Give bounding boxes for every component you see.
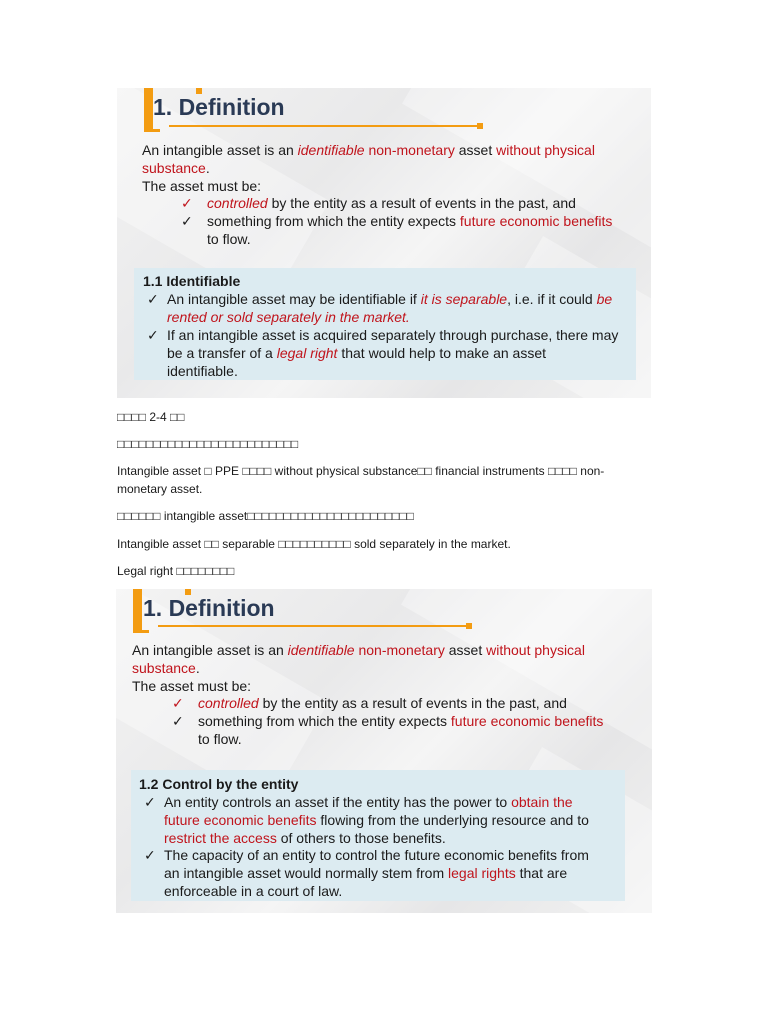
check-icon: ✓ <box>144 794 156 810</box>
title-bracket-foot <box>144 129 160 132</box>
title-underline-dot <box>477 123 483 129</box>
note-line-5: Intangible asset □□ separable □□□□□□□□□□ sold separately in the market. <box>117 537 511 551</box>
title-underline <box>169 125 479 127</box>
check-icon: ✓ <box>147 291 159 307</box>
definition-slide-identifiable <box>117 88 651 398</box>
check-icon: ✓ <box>172 713 184 729</box>
requirement-future-benefits: ✓ something from which the entity expects future economic benefits to flow. <box>181 213 613 247</box>
box-title: 1.2 Control by the entity <box>139 776 299 792</box>
note-paragraph-3: Intangible asset □ PPE □□□□ without physical substance□□ financial instruments □□□□ non- monetary asset. <box>117 464 605 496</box>
box-item-separable: ✓ An intangible asset may be identifiable if it is separable, i.e. if it could be rented or sold separately in the market. <box>147 291 613 325</box>
slide-title: 1. Definition <box>143 595 275 621</box>
requirement-controlled: ✓ controlled by the entity as a result of events in the past, and <box>181 195 576 211</box>
check-icon: ✓ <box>144 847 156 863</box>
box-item-legal-rights: ✓ The capacity of an entity to control the future economic benefits from an intangible asset would normally stem from legal rights that are enforceable in a court of law. <box>144 847 589 899</box>
title-underline <box>158 625 468 627</box>
check-icon: ✓ <box>181 195 193 211</box>
requirement-controlled: ✓ controlled by the entity as a result of events in the past, and <box>172 695 567 711</box>
requirement-future-benefits: ✓ something from which the entity expects future economic benefits to flow. <box>172 713 604 747</box>
check-icon: ✓ <box>181 213 193 229</box>
box-item-power: ✓ An entity controls an asset if the entity has the power to obtain the future economic benefits flowing from the underlying resource and to restrict the access of others to those benefits. <box>144 794 589 846</box>
note-line-6: Legal right □□□□□□□□ <box>117 564 235 578</box>
note-line-4: □□□□□□ intangible asset□□□□□□□□□□□□□□□□□□□□□□□ <box>117 509 414 523</box>
definition-text: An intangible asset is an identifiable non-monetary asset without physical substance. The asset must be: <box>142 142 595 194</box>
note-line-1: □□□□ 2-4 □□ <box>117 410 185 424</box>
title-bracket <box>133 589 142 633</box>
note-line-2: □□□□□□□□□□□□□□□□□□□□□□□□□ <box>117 437 299 451</box>
control-box <box>131 770 625 901</box>
title-bracket <box>144 88 153 132</box>
identifiable-box <box>134 268 636 380</box>
title-bracket-foot <box>133 630 149 633</box>
box-item-legal-right: ✓ If an intangible asset is acquired separately through purchase, there may be a transfer of a legal right that would help to make an asset identifiable. <box>147 327 619 379</box>
slide-title: 1. Definition <box>153 94 285 120</box>
title-underline-dot <box>466 623 472 629</box>
check-icon: ✓ <box>147 327 159 343</box>
check-icon: ✓ <box>172 695 184 711</box>
definition-text: An intangible asset is an identifiable non-monetary asset without physical substance. The asset must be: <box>132 642 585 694</box>
definition-slide-control <box>116 589 652 913</box>
box-title: 1.1 Identifiable <box>143 273 241 289</box>
